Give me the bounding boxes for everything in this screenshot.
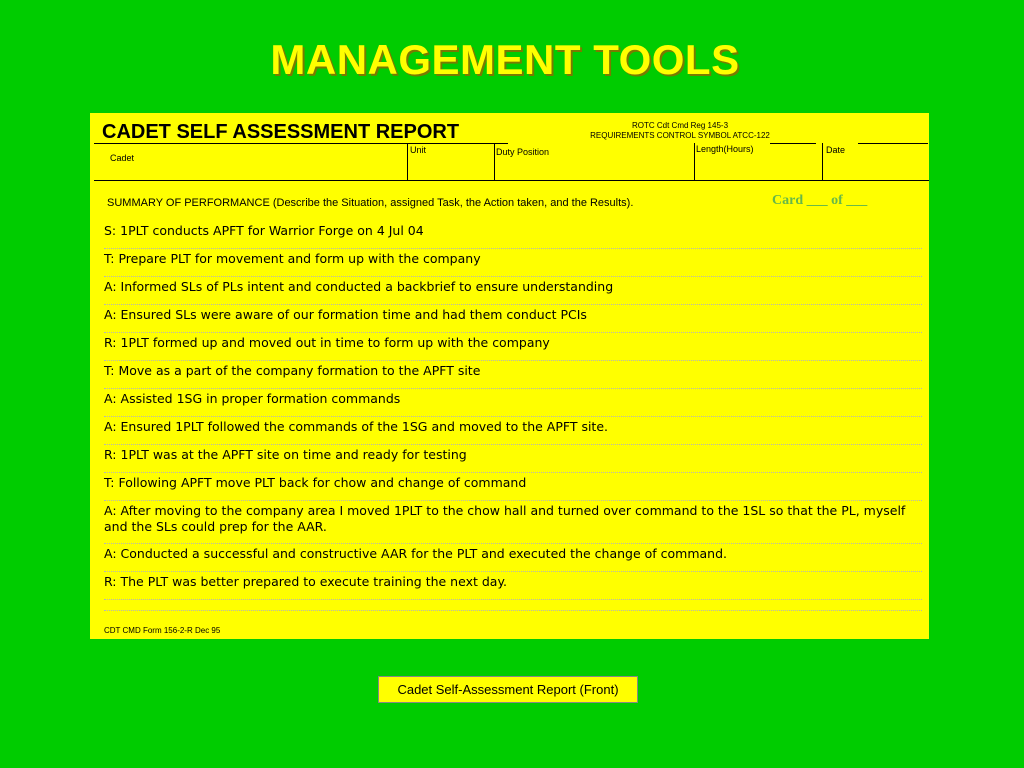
slide-title: MANAGEMENT TOOLS — [270, 36, 740, 83]
entry-line: A: Informed SLs of PLs intent and conducted a backbrief to ensure understanding — [104, 277, 922, 305]
entry-line: S: 1PLT conducts APFT for Warrior Forge on 4 Jul 04 — [104, 221, 922, 249]
duty-position-label: Duty Position — [496, 147, 550, 157]
regulation-reference — [530, 121, 830, 141]
form-number: CDT CMD Form 156-2-R Dec 95 — [104, 626, 221, 635]
entry-line: R: The PLT was better prepared to execute training the next day. — [104, 572, 922, 600]
date-divider — [822, 143, 823, 180]
heading-underline-2 — [435, 143, 485, 144]
duty-divider — [494, 143, 495, 180]
performance-entries — [104, 221, 922, 611]
date-top-line — [858, 143, 928, 144]
unit-label: Unit — [410, 145, 427, 155]
cadet-label: Cadet — [110, 153, 135, 163]
entry-line-blank — [104, 600, 922, 611]
entry-line: A: Ensured 1PLT followed the commands of the 1SG and moved to the APFT site. — [104, 417, 922, 445]
control-symbol-text: REQUIREMENTS CONTROL SYMBOL ATCC-122 — [590, 131, 770, 140]
report-heading: CADET SELF ASSESSMENT REPORT — [102, 121, 460, 143]
slide-caption: Cadet Self-Assessment Report (Front) — [378, 676, 638, 703]
entry-line: R: 1PLT was at the APFT site on time and ready for testing — [104, 445, 922, 473]
entry-line: T: Prepare PLT for movement and form up with the company — [104, 249, 922, 277]
length-hours-label: Length(Hours) — [696, 144, 754, 154]
summary-instructions: SUMMARY OF PERFORMANCE (Describe the Situation, assigned Task, the Action taken, and the Results). — [107, 197, 634, 209]
unit-divider — [407, 143, 408, 180]
report-card — [90, 113, 929, 639]
entry-line: T: Move as a part of the company formation to the APFT site — [104, 361, 922, 389]
entry-line: A: Ensured SLs were aware of our formation time and had them conduct PCIs — [104, 305, 922, 333]
date-label: Date — [826, 145, 846, 155]
regulation-text: ROTC Cdt Cmd Reg 145-3 — [631, 121, 729, 130]
entry-line: A: After moving to the company area I moved 1PLT to the chow hall and turned over command to the 1SL so that the PL, myself and the SLs could prep for the AAR. — [104, 501, 922, 544]
length-top-line — [770, 143, 816, 144]
fields-bottom-line — [94, 180, 929, 181]
entry-line: A: Conducted a successful and constructive AAR for the PLT and executed the change of command. — [104, 544, 922, 572]
entry-line: A: Assisted 1SG in proper formation commands — [104, 389, 922, 417]
length-divider — [694, 143, 695, 180]
entry-line: R: 1PLT formed up and moved out in time to form up with the company — [104, 333, 922, 361]
entry-line: T: Following APFT move PLT back for chow and change of command — [104, 473, 922, 501]
card-count: Card ___ of ___ — [772, 193, 868, 208]
